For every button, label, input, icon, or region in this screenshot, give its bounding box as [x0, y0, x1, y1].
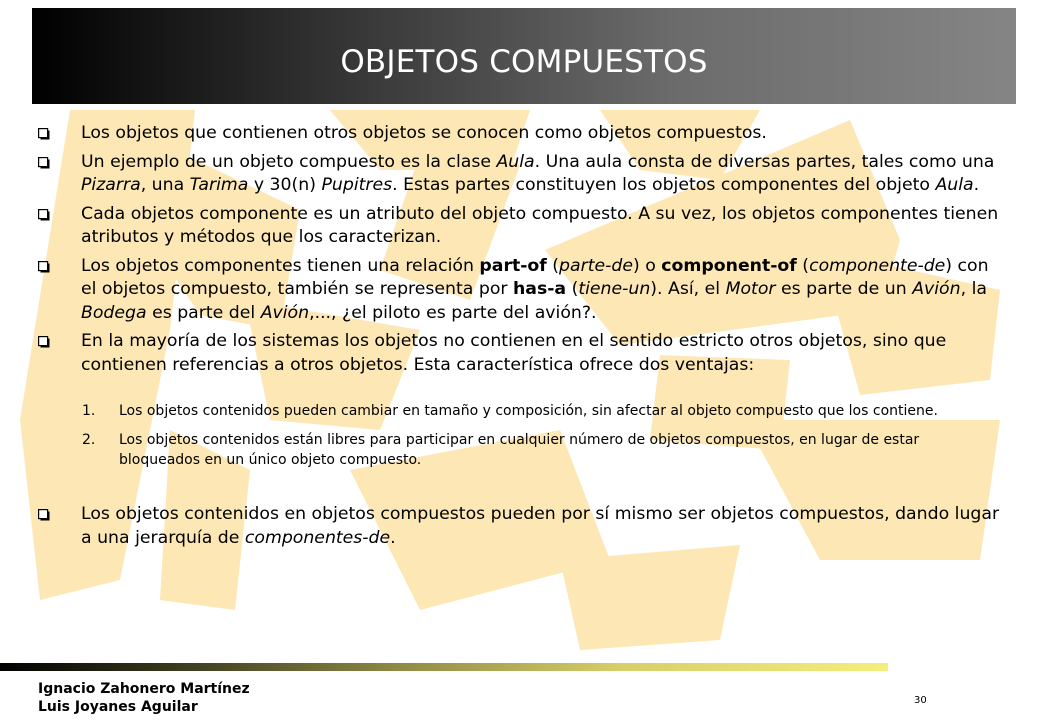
- checkbox-icon: [38, 128, 50, 140]
- page-number: 30: [914, 695, 927, 706]
- bullet-item: Cada objetos componente es un atributo del objeto compuesto. A su vez, los objetos componentes tienen atributos y métodos que los caracterizan.: [34, 203, 1004, 250]
- bullet-item: Los objetos que contienen otros objetos se conocen como objetos compuestos.: [34, 122, 1004, 146]
- checkbox-icon: [38, 509, 50, 521]
- bullet-item: Los objetos contenidos en objetos compuestos pueden por sí mismo ser objetos compuestos, dando lugar a una jerarquía de componentes-de.: [34, 503, 1004, 550]
- title-bar: [32, 8, 1016, 104]
- numbered-list: [34, 401, 1004, 470]
- numbered-item: [34, 401, 1004, 421]
- item-number: 1.: [82, 403, 96, 419]
- item-text: Los objetos contenidos pueden cambiar en tamaño y composición, sin afectar al objeto compuesto que los contiene.: [119, 403, 938, 419]
- numbered-item: [34, 430, 1004, 470]
- bullet-item: En la mayoría de los sistemas los objetos no contienen en el sentido estricto otros objetos, sino que contienen referencias a otros objetos. Esta característica ofrece dos ventajas:: [34, 330, 1004, 377]
- item-text: Los objetos contenidos están libres para participar en cualquier número de objetos compuestos, en lugar de estar bloqueados en un único objeto compuesto.: [119, 432, 920, 468]
- slide-title: OBJETOS COMPUESTOS: [340, 44, 708, 80]
- checkbox-icon: [38, 336, 50, 348]
- checkbox-icon: [38, 157, 50, 169]
- checkbox-icon: [38, 209, 50, 221]
- bullet-item: Los objetos componentes tienen una relación part-of (parte-de) o component-of (componente-de) con el objetos compuesto, también se representa por has-a (tiene-un). Así, el Motor es parte de un Avión, la Bodega es parte del Avión,..., ¿el piloto es parte del avión?.: [34, 255, 1004, 326]
- bullet-item: Un ejemplo de un objeto compuesto es la clase Aula. Una aula consta de diversas partes, tales como una Pizarra, una Tarima y 30(n) Pupitres. Estas partes constituyen los objetos componentes del objeto Aula.: [34, 151, 1004, 198]
- checkbox-icon: [38, 261, 50, 273]
- footer-divider: [0, 663, 888, 671]
- slide-content: [34, 122, 1004, 550]
- author-name: Ignacio Zahonero Martínez: [38, 681, 250, 697]
- author-name: Luis Joyanes Aguilar: [38, 699, 198, 715]
- footer-authors: [38, 680, 250, 716]
- bullet-list-continued: [34, 503, 1004, 550]
- item-number: 2.: [82, 432, 96, 448]
- bullet-list: [34, 122, 1004, 377]
